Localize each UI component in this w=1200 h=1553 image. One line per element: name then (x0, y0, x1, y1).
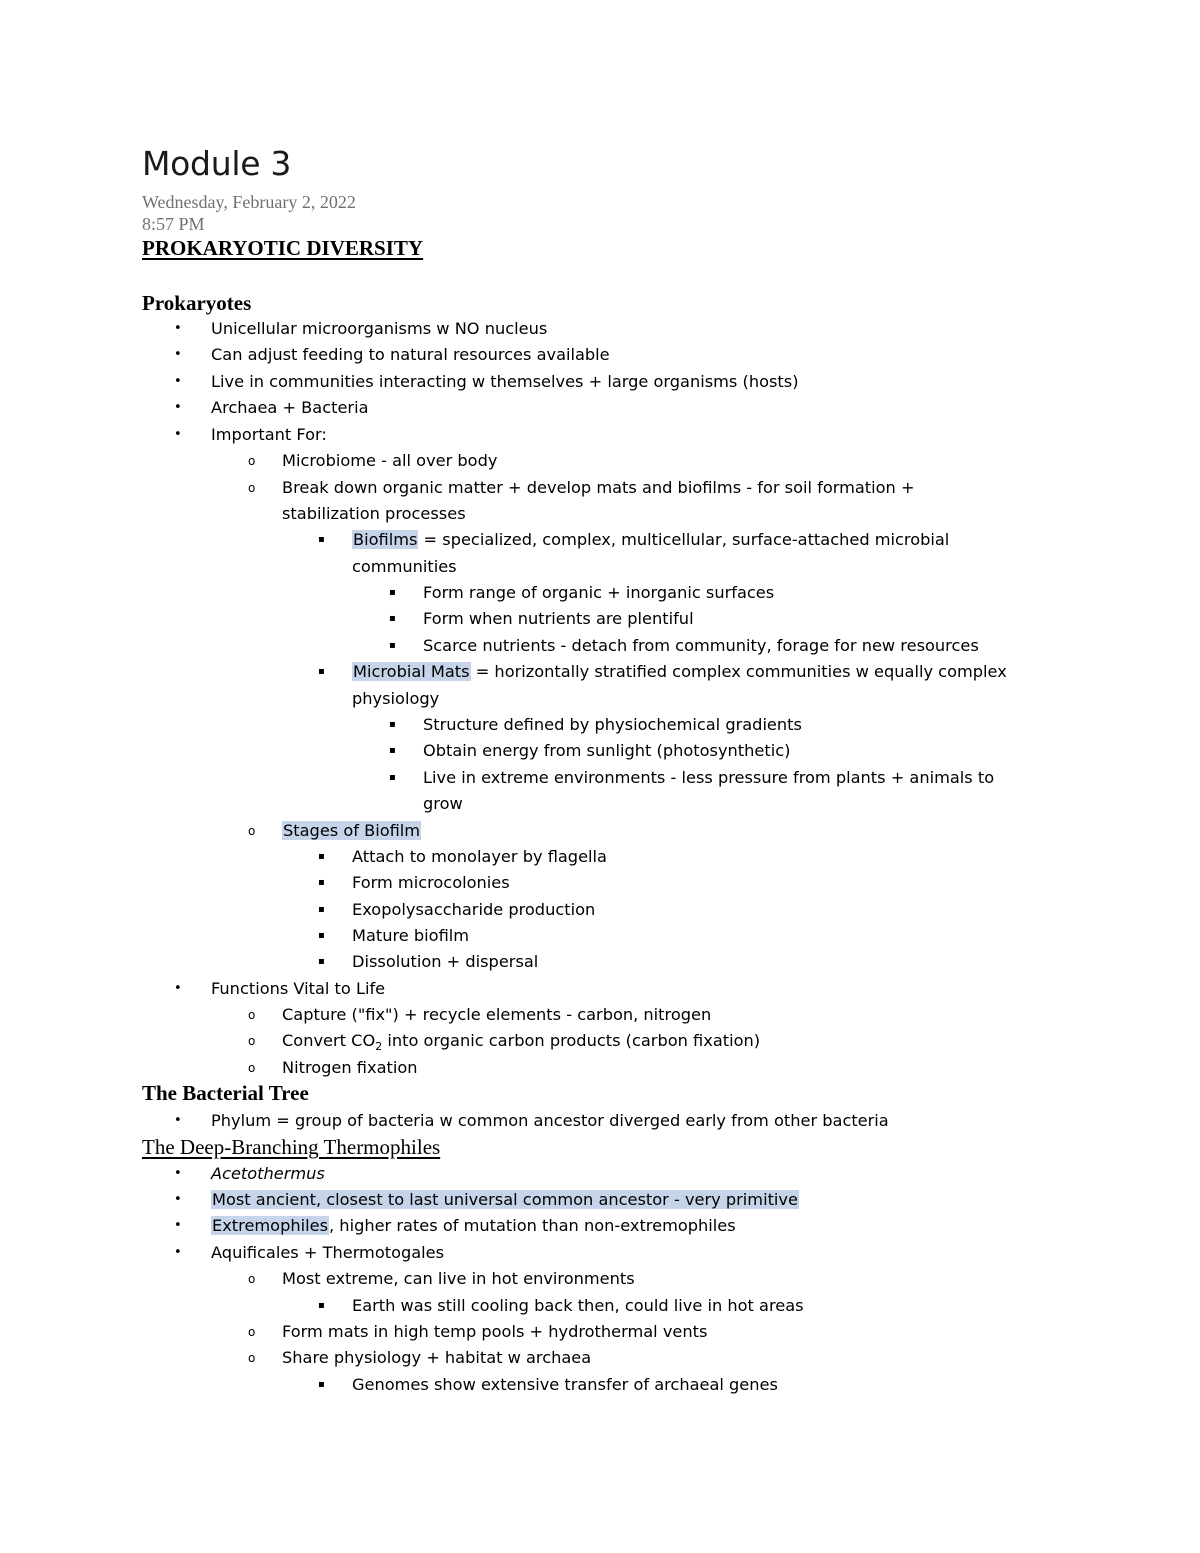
bullet-glyph: ▪ (318, 534, 325, 545)
bullet-glyph: • (174, 981, 182, 996)
page-time: 8:57 PM (142, 214, 205, 234)
bullet-glyph: ▪ (389, 719, 396, 730)
highlighted-term: Extremophiles (212, 1216, 329, 1235)
list-item-convert (282, 1028, 760, 1054)
bullet-glyph: • (174, 1245, 182, 1260)
bullet-glyph: o (248, 1272, 256, 1286)
page-title: Module 3 (142, 144, 292, 183)
list-item: Acetothermus (211, 1164, 325, 1183)
bullet-glyph: o (248, 1325, 256, 1339)
list-item: Live in extreme environments - less pressure from plants + animals to (423, 768, 995, 787)
list-item: Functions Vital to Life (211, 979, 386, 998)
bullet-glyph: • (174, 1192, 182, 1207)
bullet-glyph: ▪ (318, 851, 325, 862)
list-item: Break down organic matter + develop mats and biofilms - for soil formation + (282, 478, 915, 497)
bullet-glyph: ▪ (389, 772, 396, 783)
list-item-continuation: physiology (352, 689, 440, 708)
bullet-glyph: ▪ (318, 904, 325, 915)
list-item-continuation: communities (352, 557, 457, 576)
bullet-glyph: ▪ (318, 877, 325, 888)
list-item-continuation: grow (423, 794, 463, 813)
bullet-glyph: o (248, 454, 256, 468)
definition-text: = specialized, complex, multicellular, surface-attached microbial (418, 530, 950, 549)
list-item: Unicellular microorganisms w NO nucleus (211, 319, 548, 338)
bullet-glyph: • (174, 1166, 182, 1181)
highlighted-term: Microbial Mats (353, 662, 470, 681)
list-item: Form mats in high temp pools + hydrothermal vents (282, 1322, 708, 1341)
list-item: Capture ("fix") + recycle elements - carbon, nitrogen (282, 1005, 712, 1024)
bullet-glyph: ▪ (318, 930, 325, 941)
text-span: , higher rates of mutation than non-extremophiles (329, 1216, 736, 1235)
list-item: Nitrogen fixation (282, 1058, 418, 1077)
list-item: Mature biofilm (352, 926, 470, 945)
bullet-glyph: • (174, 374, 182, 389)
list-item: Dissolution + dispersal (352, 952, 539, 971)
list-item-biofilms (352, 527, 949, 553)
list-item: Important For: (211, 425, 327, 444)
list-item: Form range of organic + inorganic surfaces (423, 583, 775, 602)
heading-deep-branching: The Deep-Branching Thermophiles (142, 1135, 441, 1159)
bullet-glyph: • (174, 1218, 182, 1233)
subscript: 2 (375, 1040, 383, 1054)
bullet-glyph: ▪ (389, 745, 396, 756)
list-item: Structure defined by physiochemical gradients (423, 715, 802, 734)
list-item: Form when nutrients are plentiful (423, 609, 694, 628)
bullet-glyph: ▪ (318, 666, 325, 677)
bullet-glyph: ▪ (318, 1379, 325, 1390)
list-item: Exopolysaccharide production (352, 900, 596, 919)
bullet-glyph: o (248, 1008, 256, 1022)
bullet-glyph: ▪ (389, 587, 396, 598)
bullet-glyph: • (174, 1113, 182, 1128)
list-item: Genomes show extensive transfer of archaeal genes (352, 1375, 778, 1394)
list-item: Most extreme, can live in hot environments (282, 1269, 635, 1288)
text-span: Convert CO (282, 1031, 376, 1050)
bullet-glyph: ▪ (389, 613, 396, 624)
list-item: Microbiome - all over body (282, 451, 498, 470)
bullet-glyph: o (248, 824, 256, 838)
list-item: Archaea + Bacteria (211, 398, 369, 417)
text-span: into organic carbon products (carbon fixation) (382, 1031, 761, 1050)
highlighted-text: Most ancient, closest to last universal common ancestor - very primitive (212, 1190, 798, 1209)
list-item: Can adjust feeding to natural resources available (211, 345, 610, 364)
bullet-glyph: • (174, 321, 182, 336)
bullet-glyph: ▪ (318, 1300, 325, 1311)
bullet-glyph: o (248, 1061, 256, 1075)
section-title: PROKARYOTIC DIVERSITY (142, 236, 424, 260)
bullet-glyph: o (248, 1034, 256, 1048)
bullet-glyph: ▪ (318, 956, 325, 967)
bullet-glyph: o (248, 481, 256, 495)
bullet-glyph: ▪ (389, 640, 396, 651)
list-item-extremophiles (211, 1213, 736, 1239)
list-item: Form microcolonies (352, 873, 510, 892)
list-item-continuation: stabilization processes (282, 504, 466, 523)
bullet-glyph: • (174, 400, 182, 415)
bullet-glyph: o (248, 1351, 256, 1365)
heading-bacterial-tree: The Bacterial Tree (142, 1081, 309, 1105)
list-item: Share physiology + habitat w archaea (282, 1348, 592, 1367)
list-item: Obtain energy from sunlight (photosynthetic) (423, 741, 791, 760)
heading-prokaryotes: Prokaryotes (142, 291, 252, 315)
list-item: Scarce nutrients - detach from community, forage for new resources (423, 636, 979, 655)
list-item-most-ancient (211, 1187, 799, 1213)
bullet-glyph: • (174, 347, 182, 362)
list-item: Live in communities interacting w themselves + large organisms (hosts) (211, 372, 799, 391)
list-item: Aquificales + Thermotogales (211, 1243, 445, 1262)
list-item: Phylum = group of bacteria w common ancestor diverged early from other bacteria (211, 1111, 889, 1130)
bullet-glyph: • (174, 427, 182, 442)
definition-text: = horizontally stratified complex communities w equally complex (470, 662, 1007, 681)
list-item-stages (282, 818, 421, 844)
page-date: Wednesday, February 2, 2022 (142, 192, 356, 212)
list-item: Earth was still cooling back then, could live in hot areas (352, 1296, 804, 1315)
highlighted-term: Biofilms (353, 530, 418, 549)
list-item-microbial-mats (352, 659, 1007, 685)
list-item: Attach to monolayer by flagella (352, 847, 607, 866)
highlighted-term: Stages of Biofilm (283, 821, 421, 840)
